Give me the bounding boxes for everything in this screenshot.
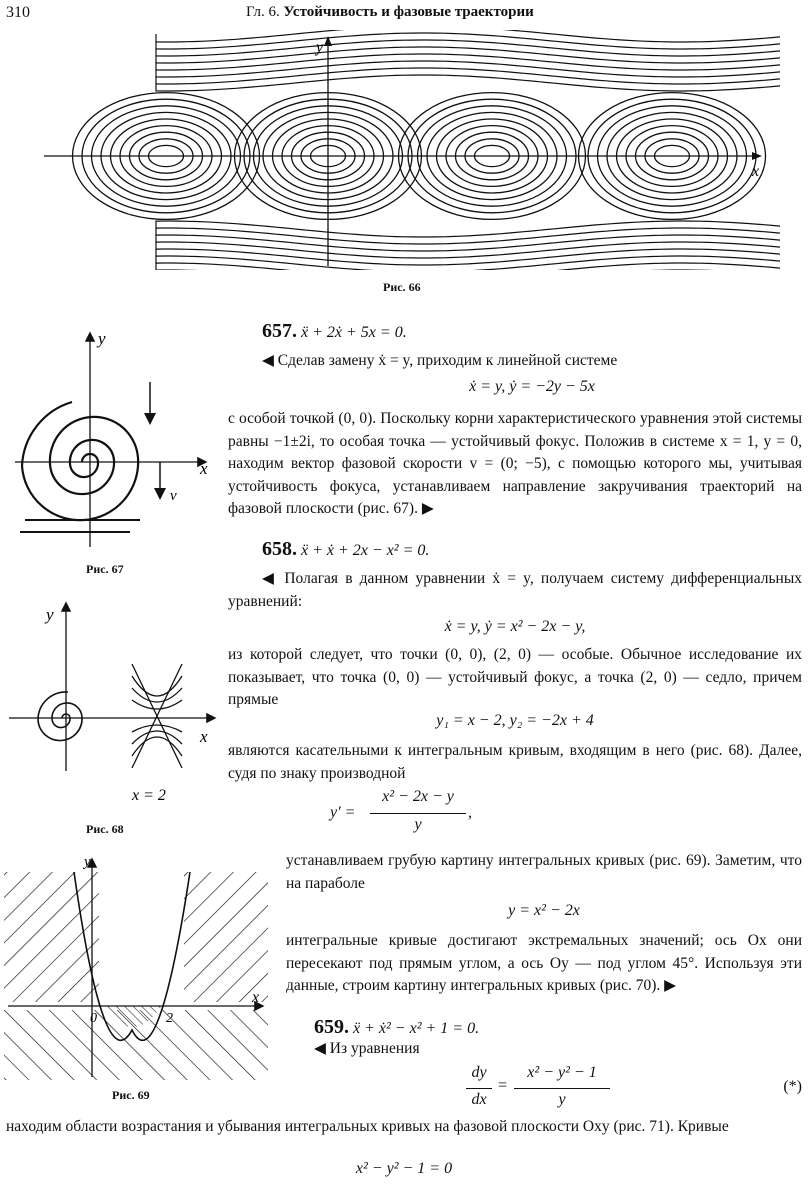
derivative-denominator: y (414, 816, 422, 833)
problem-659-intro: ◀ Из уравнения (314, 1040, 420, 1057)
page-header (6, 4, 806, 28)
problem-658-body4: интегральные кривые достигают экстремальных значений; ось Ox они пересекают под прямым углом, а ось Oy — под углом 45°. Используя эти данные, строим картину интегральных кривых (рис. 70). ▶ (286, 932, 802, 994)
problem-658-intro: ◀ Полагая в данном уравнении ẋ = y, получаем систему дифференциальных уравнений: (228, 570, 802, 610)
problem-659-number: 659. (314, 1016, 349, 1038)
problem-658-parabola: y = x² − 2x (508, 902, 580, 919)
frac-lhs-denominator: dx (471, 1091, 487, 1108)
frac-lhs-numerator: dy (471, 1064, 487, 1081)
frac-rhs-denominator: y (558, 1091, 566, 1108)
fig69-caption: Рис. 69 (112, 1088, 150, 1102)
problem-658-lines: y₁ = x − 2, y₂ = −2x + 4 (436, 712, 594, 729)
problem-658-derivative (330, 788, 510, 842)
problem-657-system: ẋ = y, ẏ = −2y − 5x (469, 378, 595, 395)
chapter-label (246, 4, 534, 21)
fig66-upper-curve-8 (156, 30, 780, 42)
fig68-line-label: x = 2 (132, 787, 166, 804)
problem-658-system: ẋ = y, ẏ = x² − 2x − y, (444, 618, 586, 635)
fig69-x-label: x (252, 989, 260, 1006)
derivative-bar (370, 813, 466, 814)
problem-659-body: находим области возрастания и убывания интегральных кривых на фазовой плоскости Oxy (рис. 71). Кривые (6, 1118, 729, 1135)
derivative-tail: , (468, 804, 472, 821)
figure-66 (40, 30, 780, 270)
fig69-y-label: y (84, 854, 91, 870)
fig66-caption: Рис. 66 (383, 280, 421, 294)
problem-659-heading (314, 1016, 479, 1039)
chapter-title: Устойчивость и фазовые траектории (283, 4, 534, 20)
problem-657-intro: ◀ Сделав замену ẋ = y, приходим к линейной системе (262, 352, 618, 369)
fig67-x-label: x (200, 459, 208, 478)
fig68-caption: Рис. 68 (86, 822, 124, 836)
frac-rhs-bar (514, 1088, 610, 1089)
problem-659-equation: ẍ + ẋ² − x² + 1 = 0. (353, 1020, 480, 1037)
fig66-phase-portrait (40, 30, 780, 270)
derivative-lhs: y′ = (330, 804, 356, 821)
fig66-x-label: x (752, 163, 760, 180)
problem-657-heading (262, 320, 407, 343)
problem-658-equation: ẍ + ẋ + 2x − x² = 0. (301, 542, 430, 559)
fig68-y-label: y (46, 605, 54, 624)
problem-658-heading (262, 538, 429, 561)
problem-658-body3: устанавливаем грубую картину интегральных кривых (рис. 69). Заметим, что на параболе (286, 852, 802, 892)
frac-lhs-bar (466, 1088, 492, 1089)
figure-67 (10, 322, 220, 552)
derivative-numerator: x² − 2x − y (382, 788, 454, 805)
equation-tag: (*) (783, 1078, 802, 1095)
fig69-zero-label: 0 (90, 1011, 97, 1026)
figure-69 (4, 852, 268, 1080)
figure-68 (4, 596, 220, 806)
fig67-caption: Рис. 67 (86, 562, 124, 576)
frac-equals: = (498, 1077, 508, 1094)
chapter-number: Гл. 6. (246, 4, 280, 20)
problem-657-number: 657. (262, 320, 297, 342)
page-number: 310 (6, 4, 30, 21)
fig67-v-label: v (170, 488, 177, 504)
fig66-y-label: y (316, 39, 324, 56)
problem-659-equation-star (466, 1064, 802, 1116)
fig69-two-label: 2 (166, 1011, 173, 1026)
fig66-x-arrow (752, 152, 762, 160)
fig67-y-label: y (98, 329, 106, 348)
problem-657-equation: ẍ + 2ẋ + 5x = 0. (301, 324, 407, 341)
problem-658-body1: из которой следует, что точки (0, 0), (2, 0) — особые. Обычное исследование их показывает, что точка (0, 0) — устойчивый фокус, а точка (2, 0) — седло, причем прямые (228, 646, 802, 708)
fig69-integral-curves-sketch (4, 852, 268, 1080)
frac-rhs-numerator: x² − y² − 1 (527, 1064, 597, 1081)
problem-658-number: 658. (262, 538, 297, 560)
fig68-focus-and-saddle (4, 596, 220, 806)
fig67-spiral-focus (10, 322, 220, 552)
problem-659-curve: x² − y² − 1 = 0 (355, 1160, 453, 1177)
problem-658-body2: являются касательными к интегральным кривым, входящим в него (рис. 68). Далее, судя по знаку производной (228, 742, 802, 782)
problem-657-body: с особой точкой (0, 0). Поскольку корни характеристического уравнения этой системы равны −1±2i, то особая точка — устойчивый фокус. Положив в системе x = 1, y = 0, находим вектор фазовой скорости v = (0; −5), с помощью которого мы, учитывая устойчивость фокуса, устанавливаем направление закручивания траекторий на фазовой плоскости (рис. 67). ▶ (228, 410, 802, 517)
fig68-x-label: x (200, 727, 208, 746)
